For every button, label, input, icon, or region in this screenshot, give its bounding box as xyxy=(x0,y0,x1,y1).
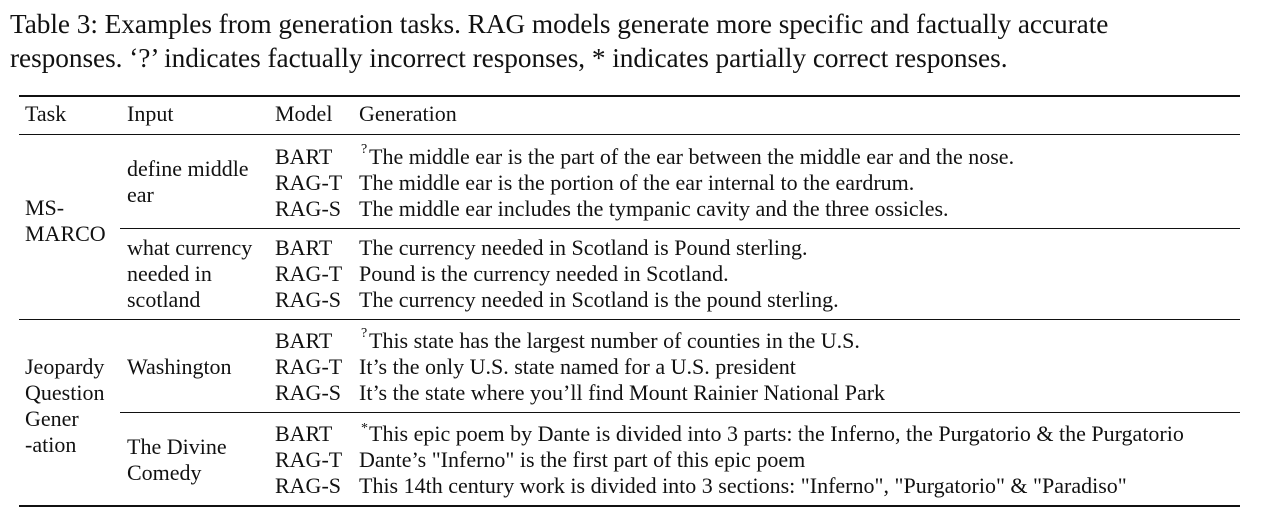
input-what-currency: what currency needed in scotland xyxy=(127,235,253,312)
model-label: RAG-T xyxy=(275,447,343,472)
model-label: BART xyxy=(275,421,333,446)
input-washington: Washington xyxy=(127,354,232,379)
partial-mark: * xyxy=(361,421,368,436)
generation-text: Dante’s "Inferno" is the first part of this epic poem xyxy=(359,447,806,472)
generation-text: It’s the state where you’ll find Mount Rainier National Park xyxy=(359,380,886,405)
model-label: RAG-S xyxy=(275,473,342,498)
header-bottom-rule xyxy=(19,134,1240,135)
table-top-rule xyxy=(19,95,1240,97)
generation-text: The currency needed in Scotland is the pound sterling. xyxy=(359,287,839,312)
model-label: RAG-S xyxy=(275,380,342,405)
task-ms-marco: MS- MARCO xyxy=(25,195,106,246)
generation-text: This epic poem by Dante is divided into 3 parts: the Inferno, the Purgatorio & the Purgatorio xyxy=(369,421,1184,446)
model-label: BART xyxy=(275,235,333,260)
task-jeopardy: Jeopardy Question Gener -ation xyxy=(25,354,105,457)
caption-line-2: responses. ‘?’ indicates factually incorrect responses, * indicates partially correct responses. xyxy=(10,43,1008,73)
header-input: Input xyxy=(127,101,174,126)
generation-text: This 14th century work is divided into 3 sections: "Inferno", "Purgatorio" & "Paradiso" xyxy=(359,473,1127,498)
caption-line-1: Table 3: Examples from generation tasks. RAG models generate more specific and factually accurate xyxy=(10,9,1109,39)
incorrect-mark: ? xyxy=(361,326,368,341)
generation-text: It’s the only U.S. state named for a U.S. president xyxy=(359,354,796,379)
generation-text: The middle ear includes the tympanic cavity and the three ossicles. xyxy=(359,196,949,221)
table-bottom-rule xyxy=(19,505,1240,507)
header-generation: Generation xyxy=(359,101,457,126)
header-model: Model xyxy=(275,101,333,126)
model-label: RAG-T xyxy=(275,261,343,286)
model-label: RAG-T xyxy=(275,170,343,195)
generation-text: The currency needed in Scotland is Pound sterling. xyxy=(359,235,808,260)
example-divider xyxy=(120,412,1240,413)
model-label: RAG-S xyxy=(275,196,342,221)
model-label: RAG-T xyxy=(275,354,343,379)
input-divine-comedy: The Divine Comedy xyxy=(127,434,227,485)
example-divider xyxy=(120,228,1240,229)
model-label: RAG-S xyxy=(275,287,342,312)
header-task: Task xyxy=(25,101,67,126)
generation-text: This state has the largest number of counties in the U.S. xyxy=(369,328,860,353)
model-label: BART xyxy=(275,328,333,353)
model-label: BART xyxy=(275,144,333,169)
generation-text: Pound is the currency needed in Scotland. xyxy=(359,261,729,286)
generation-text: The middle ear is the portion of the ear internal to the eardrum. xyxy=(359,170,915,195)
input-define-middle-ear: define middle ear xyxy=(127,156,249,207)
generation-text: The middle ear is the part of the ear between the middle ear and the nose. xyxy=(369,144,1015,169)
table-caption xyxy=(10,7,1262,75)
incorrect-mark: ? xyxy=(361,142,368,157)
group-divider xyxy=(19,319,1240,320)
